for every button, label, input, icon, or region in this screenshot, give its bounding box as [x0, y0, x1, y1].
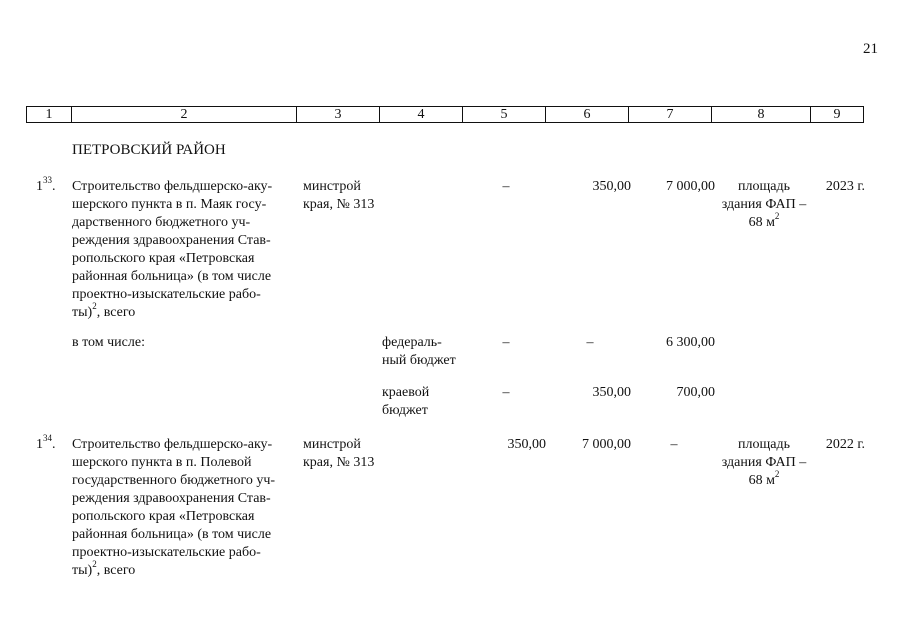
column-number-4: 4: [380, 107, 463, 123]
item-executor: минстрой края, № 313: [303, 179, 375, 212]
sub-col5-value: –: [502, 385, 510, 400]
item-description: Строительство фельдшерско-аку- шерского пункта в п. Полевой государственного бюджетного уч- реждения здравоохранения Став- ропольского края «Петровская районная больница» (в том числе проектно-изыскательские рабо- ты)$^2$, всего: [72, 437, 276, 578]
column-number-7: 7: [629, 107, 712, 123]
item-col6-value: 350,00: [592, 179, 631, 194]
item-capacity: площадь здания ФАП – 68 $м^2$: [721, 179, 807, 230]
sub-col6-value: –: [586, 335, 594, 350]
item-col5-value: 350,00: [507, 437, 546, 452]
item-number: $1^{33}$.: [36, 175, 56, 194]
funding-source: краевой бюджет: [382, 385, 430, 418]
sub-col7-value: 6 300,00: [666, 335, 715, 350]
item-executor: минстрой края, № 313: [303, 437, 375, 470]
column-number-2: 2: [72, 107, 297, 123]
item-col6-value: 7 000,00: [582, 437, 631, 452]
item-col7-value: –: [670, 437, 678, 452]
sub-col5-value: –: [502, 335, 510, 350]
item-number: $1^{34}$.: [36, 433, 56, 452]
column-number-8: 8: [712, 107, 811, 123]
item-year: 2023 г.: [825, 179, 865, 194]
item-col5-value: –: [502, 179, 510, 194]
funding-source: федераль- ный бюджет: [382, 335, 456, 368]
section-title: ПЕТРОВСКИЙ РАЙОН: [72, 142, 226, 158]
column-number-6: 6: [546, 107, 629, 123]
item-col7-value: 7 000,00: [666, 179, 715, 194]
sub-col6-value: 350,00: [592, 385, 631, 400]
subtotal-label: в том числе:: [72, 335, 145, 350]
column-header-row: [26, 106, 864, 123]
column-number-5: 5: [463, 107, 546, 123]
column-number-9: 9: [811, 107, 864, 123]
column-number-3: 3: [297, 107, 380, 123]
page-number: 21: [863, 41, 878, 57]
item-year: 2022 г.: [825, 437, 865, 452]
column-number-1: 1: [27, 107, 72, 123]
sub-col7-value: 700,00: [676, 385, 715, 400]
item-capacity: площадь здания ФАП – 68 $м^2$: [721, 437, 807, 488]
item-description: Строительство фельдшерско-аку- шерского пункта в п. Маяк госу- дарственного бюджетного уч- реждения здравоохранения Став- ропольского края «Петровская районная больница» (в том числе проектно-изыскательские рабо- ты)$^2$, всего: [72, 179, 273, 320]
